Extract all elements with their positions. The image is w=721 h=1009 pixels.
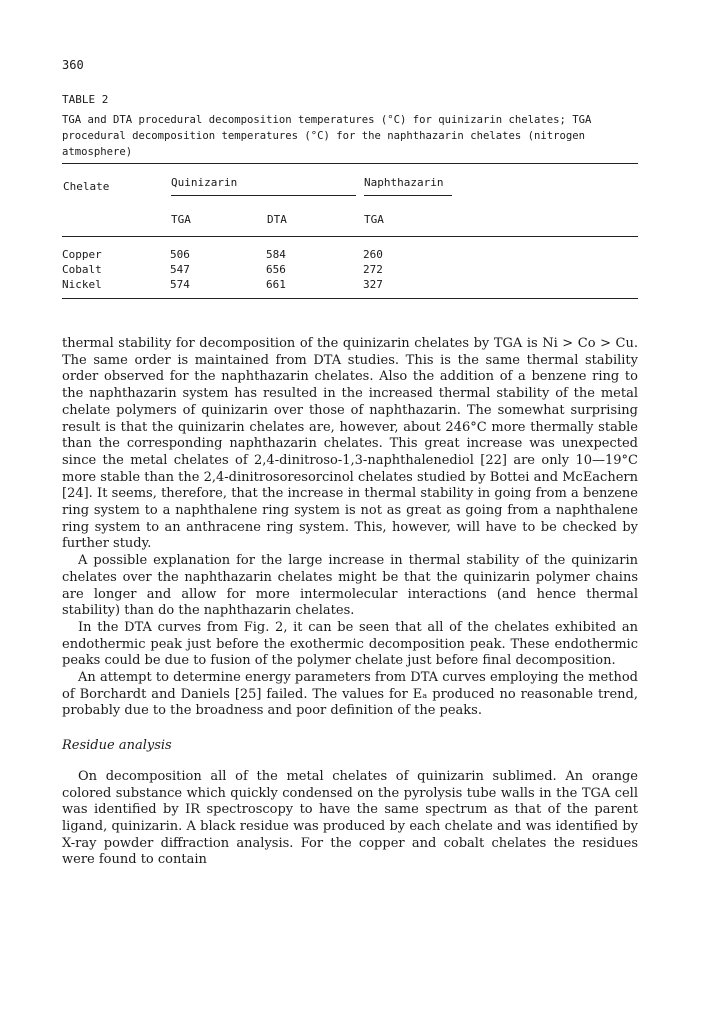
paragraph-2: A possible explanation for the large increase in thermal stability of the quinizarin chelates over the naphthazarin chelates might be that the quinizarin polymer chains are longer and allow for more intermolecular interactions (and hence thermal stability) than do the naphthazarin chelates. <box>62 553 638 619</box>
quinizarin-label: Quinizarin <box>171 176 356 196</box>
page-number: 360 <box>62 58 84 72</box>
table-bottom-rule <box>62 298 638 299</box>
table-label: TABLE 2 <box>62 93 109 106</box>
table-row <box>62 237 638 263</box>
naphthazarin-label: Naphthazarin <box>364 176 452 196</box>
cell-chelate: Copper <box>62 248 102 261</box>
cell-quinizarin-dta: 661 <box>266 278 286 291</box>
table-header-row-2 <box>62 201 638 237</box>
paragraph-3: In the DTA curves from Fig. 2, it can be seen that all of the chelates exhibited an endothermic peak just before the exothermic decomposition peak. These endothermic peaks could be due to fusion of the polymer chelate just before final decomposition. <box>62 619 638 669</box>
cell-chelate: Nickel <box>62 278 102 291</box>
header-naphthazarin-tga: TGA <box>363 201 638 237</box>
decomposition-temperature-table <box>62 164 638 295</box>
cell-quinizarin-tga: 574 <box>170 278 190 291</box>
journal-page <box>62 58 638 869</box>
cell-quinizarin-dta: 584 <box>266 248 286 261</box>
table-caption: TGA and DTA procedural decomposition temperatures (°C) for quinizarin chelates; TGA procedural decomposition temperatures (°C) for the naphthazarin chelates (nitrogen atmosphere) <box>62 114 592 158</box>
paragraph-5: On decomposition all of the metal chelates of quinizarin sublimed. An orange colored substance which quickly condensed on the pyrolysis tube walls in the TGA cell was identified by IR spectroscopy to have the same spectrum as that of the parent ligand, quinizarin. A black residue was produced by each chelate and was identified by X-ray powder diffraction analysis. For the copper and cobalt chelates the residues were found to contain <box>62 768 638 868</box>
cell-naphthazarin-tga: 260 <box>363 248 383 261</box>
table-header-row-1 <box>62 164 638 201</box>
header-quinizarin-dta: DTA <box>266 201 363 237</box>
header-chelate: Chelate <box>63 179 110 193</box>
header-group-quinizarin <box>170 164 363 201</box>
cell-quinizarin-dta: 656 <box>266 263 286 276</box>
header-quinizarin-tga: TGA <box>170 201 266 237</box>
paragraph-4: An attempt to determine energy parameters from DTA curves employing the method of Borchardt and Daniels [25] failed. The values for Eₐ produced no reasonable trend, probably due to the broadness and poor definition of the peaks. <box>62 670 638 719</box>
header-empty <box>62 201 170 237</box>
cell-chelate: Cobalt <box>62 263 102 276</box>
cell-quinizarin-tga: 506 <box>170 248 190 261</box>
section-heading: Residue analysis <box>62 738 172 754</box>
body-text <box>62 336 638 869</box>
table-row <box>62 262 638 277</box>
cell-quinizarin-tga: 547 <box>170 263 190 276</box>
cell-naphthazarin-tga: 272 <box>363 263 383 276</box>
paragraph-1: thermal stability for decomposition of the quinizarin chelates by TGA is Ni > Co > Cu. The same order is maintained from DTA studies. This is the same thermal stability order observed for the naphthazarin chelates. Also the addition of a benzene ring to the naphthazarin system has resulted in the increased thermal stability of the metal chelate polymers of quinizarin over those of naphthazarin. The somewhat surprising result is that the quinizarin chelates are, however, about 246°C more thermally stable than the corresponding naphthazarin chelates. This great increase was unexpected since the metal chelates of 2,4-dinitroso-1,3-naphthalenediol [22] are only 10—19°C more stable than the 2,4-dinitrosoresorcinol chelates studied by Bottei and McEachern [24]. It seems, therefore, that the increase in thermal stability in going from a benzene ring system to a naphthalene ring system is not as great as going from a naphthalene ring system to an anthracene ring system. This, however, will have to be checked by further study. <box>62 336 638 552</box>
header-group-naphthazarin <box>363 164 638 201</box>
table-row <box>62 277 638 295</box>
cell-naphthazarin-tga: 327 <box>363 278 383 291</box>
